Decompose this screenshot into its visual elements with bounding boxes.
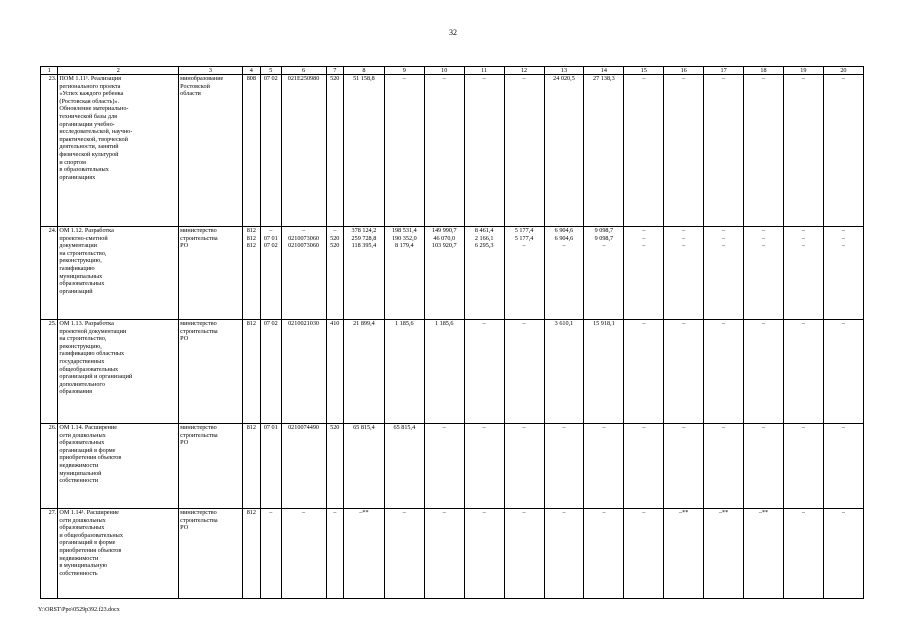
column-header: 2 <box>58 67 179 75</box>
table-cell: –** <box>704 509 744 599</box>
table-row <box>41 227 864 320</box>
column-header: 7 <box>326 67 343 75</box>
column-header: 1 <box>41 67 58 75</box>
column-header: 10 <box>424 67 464 75</box>
table-cell: 520 <box>326 424 343 509</box>
table-cell: – <box>261 509 281 599</box>
table-row <box>41 320 864 424</box>
table-cell: – <box>704 424 744 509</box>
table-cell: – – – <box>624 227 664 320</box>
table-cell: – <box>744 320 784 424</box>
table-cell: – <box>664 424 704 509</box>
table-cell: – <box>504 320 544 424</box>
table-cell: 520 <box>326 75 343 227</box>
table-row <box>41 75 864 227</box>
table-cell: – <box>464 509 504 599</box>
column-header: 20 <box>823 67 863 75</box>
table-cell: – <box>664 75 704 227</box>
table-cell: – <box>624 424 664 509</box>
table-cell: – <box>504 75 544 227</box>
column-header: 5 <box>261 67 281 75</box>
table-cell: – <box>584 424 624 509</box>
executor: министерство строительства РО <box>179 227 242 320</box>
column-header: 4 <box>242 67 260 75</box>
table-cell: – <box>783 424 823 509</box>
table-cell: 07 02 <box>261 75 281 227</box>
table-cell: – <box>783 509 823 599</box>
table-cell: – <box>744 424 784 509</box>
table-cell: – <box>384 509 424 599</box>
table-cell: – <box>624 75 664 227</box>
table-cell: – <box>424 424 464 509</box>
table-cell: 3 610,1 <box>544 320 584 424</box>
table-cell: 149 990,7 46 070,0 103 920,7 <box>424 227 464 320</box>
executor: министерство строительства РО <box>179 320 242 424</box>
column-header: 8 <box>343 67 384 75</box>
column-header: 18 <box>744 67 784 75</box>
table-cell: – – – <box>704 227 744 320</box>
table-cell: – <box>384 75 424 227</box>
table-cell: 15 918,1 <box>584 320 624 424</box>
table-cell: – <box>424 509 464 599</box>
table-cell: – <box>544 509 584 599</box>
table-cell: – <box>624 509 664 599</box>
column-header: 9 <box>384 67 424 75</box>
table-cell: – <box>464 75 504 227</box>
table-cell: –** <box>343 509 384 599</box>
table-cell: 0210074490 <box>281 424 326 509</box>
measure-name: ОМ 1.13. Разработка проектной документации на строительство, реконструкцию, газификацию областных государственных общеобразовательных организаций и организаций дополнительного образования <box>58 320 179 424</box>
program-table <box>40 66 864 599</box>
row-number: 26. <box>41 424 58 509</box>
table-row <box>41 424 864 509</box>
table-cell: – <box>823 424 863 509</box>
table-cell: 812 <box>242 424 260 509</box>
table-cell: – – – <box>744 227 784 320</box>
measure-name: ОМ 1.12. Разработка проектно-сметной документации на строительство, реконструкцию, газификацию муниципальных образовательных организаций <box>58 227 179 320</box>
table-cell: – <box>823 320 863 424</box>
row-number: 24. <box>41 227 58 320</box>
table-cell: – <box>783 75 823 227</box>
table-cell: 51 158,8 <box>343 75 384 227</box>
table-cell: 378 124,2 259 728,8 118 395,4 <box>343 227 384 320</box>
table-cell: – <box>704 75 744 227</box>
table-cell: – <box>744 75 784 227</box>
column-header: 16 <box>664 67 704 75</box>
footer-file-path: Y:\ORST\Ppo\0529p392.f23.docx <box>38 607 120 613</box>
table-cell: – <box>504 424 544 509</box>
table-cell: 24 020,5 <box>544 75 584 227</box>
row-number: 23. <box>41 75 58 227</box>
table-cell: – <box>281 509 326 599</box>
column-header: 17 <box>704 67 744 75</box>
column-header: 11 <box>464 67 504 75</box>
column-header: 6 <box>281 67 326 75</box>
table-cell: – 07 01 07 02 <box>261 227 281 320</box>
table-cell: 07 02 <box>261 320 281 424</box>
table-cell: 410 <box>326 320 343 424</box>
table-cell: 5 177,4 5 177,4 – <box>504 227 544 320</box>
table-cell: –** <box>664 509 704 599</box>
table-cell: – – – <box>664 227 704 320</box>
measure-name: ОМ 1.14. Расширение сети дошкольных образовательных организаций в форме приобретения объектов недвижимости муниципальной собственности <box>58 424 179 509</box>
table-cell: 9 098,7 9 098,7 – <box>584 227 624 320</box>
table-cell: – <box>664 320 704 424</box>
table-cell: 21 899,4 <box>343 320 384 424</box>
row-number: 25. <box>41 320 58 424</box>
executor: минобразование Ростовской области <box>179 75 242 227</box>
table-cell: 198 531,4 190 352,0 8 179,4 <box>384 227 424 320</box>
table-cell: – <box>544 424 584 509</box>
table-cell: – <box>584 509 624 599</box>
table-row <box>41 509 864 599</box>
table-cell: 07 01 <box>261 424 281 509</box>
table-cell: 0210021030 <box>281 320 326 424</box>
table-cell: – – – <box>823 227 863 320</box>
column-header: 12 <box>504 67 544 75</box>
table-cell: – 520 520 <box>326 227 343 320</box>
table-cell: 27 138,3 <box>584 75 624 227</box>
table-cell: – <box>704 320 744 424</box>
executor: министерство строительства РО <box>179 509 242 599</box>
table-cell: 812 812 812 <box>242 227 260 320</box>
table-cell: 812 <box>242 509 260 599</box>
table-cell: – <box>823 75 863 227</box>
table-cell: 021E250980 <box>281 75 326 227</box>
table-cell: – <box>326 509 343 599</box>
table-cell: 1 185,6 <box>424 320 464 424</box>
table-cell: – <box>464 320 504 424</box>
column-header: 19 <box>783 67 823 75</box>
table-cell: – <box>823 509 863 599</box>
column-header: 13 <box>544 67 584 75</box>
table-cell: 808 <box>242 75 260 227</box>
table-body <box>41 67 864 599</box>
column-header: 15 <box>624 67 664 75</box>
measure-name: ОМ 1.14¹. Расширение сети дошкольных образовательных и общеобразовательных организаций в форме приобретения объектов недвижимости в муниципальную собственность <box>58 509 179 599</box>
column-header: 14 <box>584 67 624 75</box>
table-cell: 65 815,4 <box>343 424 384 509</box>
table-cell: 1 185,6 <box>384 320 424 424</box>
table-cell: 6 904,6 6 904,6 – <box>544 227 584 320</box>
table-cell: – <box>624 320 664 424</box>
table-cell: 65 815,4 <box>384 424 424 509</box>
measure-name: ПОМ 1.11¹. Реализация регионального проекта «Успех каждого ребенка (Ростовская область)». Обновление материально- технической базы для организации учебно- исследовательской, научно- практической, творческой деятельности, занятий физической культурой и спортом в образовательных организациях <box>58 75 179 227</box>
row-number: 27. <box>41 509 58 599</box>
column-header: 3 <box>179 67 242 75</box>
table-cell: – – – <box>783 227 823 320</box>
executor: министерство строительства РО <box>179 424 242 509</box>
page-number: 32 <box>449 28 457 37</box>
table-cell: –** <box>744 509 784 599</box>
table-cell: 812 <box>242 320 260 424</box>
table-cell: – <box>504 509 544 599</box>
table-cell: – <box>424 75 464 227</box>
table-cell: – 0210073060 0210073060 <box>281 227 326 320</box>
table-cell: 8 461,4 2 166,1 6 295,3 <box>464 227 504 320</box>
table-header-row <box>41 67 864 75</box>
table-cell: – <box>783 320 823 424</box>
table-cell: – <box>464 424 504 509</box>
